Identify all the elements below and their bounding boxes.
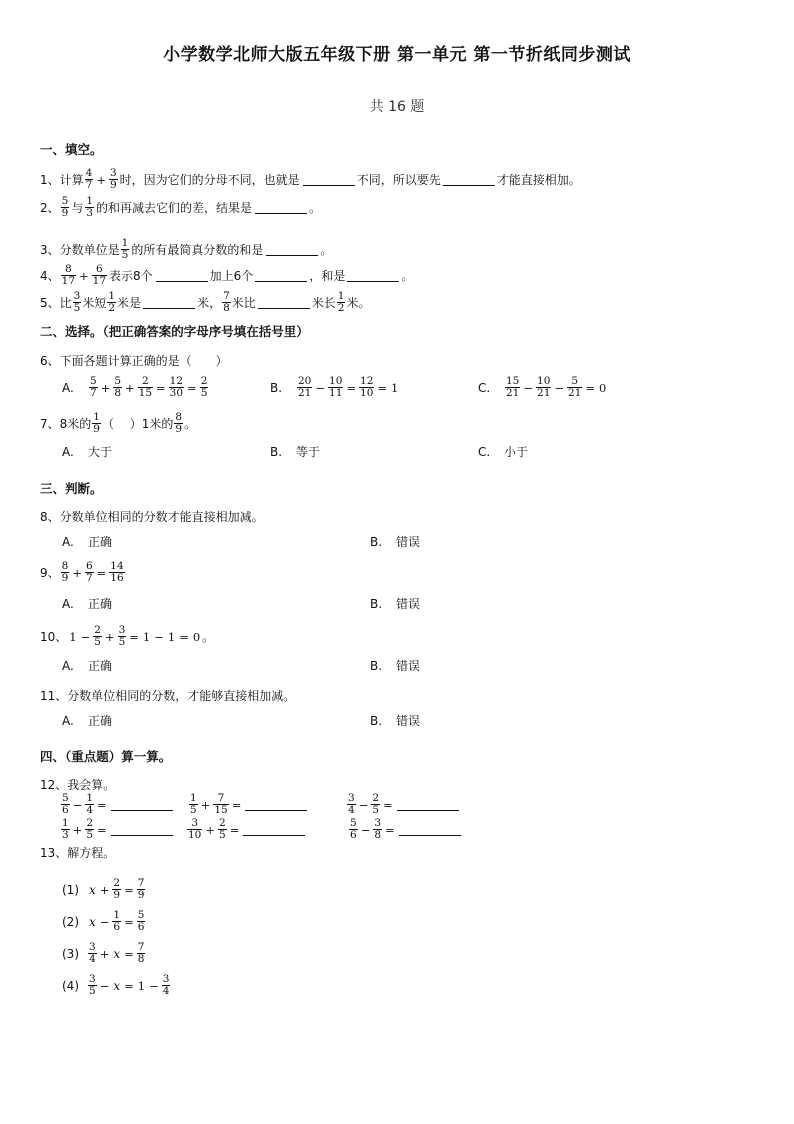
equals-sign: = — [124, 914, 134, 929]
fraction: $\frac{5}{6}$ — [62, 792, 69, 816]
answer-blank[interactable] — [258, 296, 310, 309]
number: 1 — [69, 629, 77, 644]
q11-option-a[interactable] — [62, 712, 112, 729]
fraction: $\frac{12}{30}$ — [169, 375, 184, 399]
fraction: $\frac{4}{7}$ — [85, 167, 93, 191]
q8-option-a[interactable] — [62, 533, 112, 550]
question-1 — [40, 168, 581, 191]
q7-t1: 8米的 — [59, 416, 92, 431]
q6-num: 6、 — [40, 354, 60, 368]
question-8: 8、分数单位相同的分数才能直接相加减。 — [40, 510, 264, 524]
question-12: 12、我会算。 — [40, 778, 116, 792]
plus-sign: + — [72, 565, 82, 580]
minus-sign: − — [149, 978, 159, 993]
q2-dot: 。 — [309, 200, 322, 215]
fraction: $\frac{7}{8}$ — [137, 941, 145, 965]
equals-sign: = — [377, 380, 388, 395]
calc-item — [348, 818, 463, 841]
fraction: $\frac{7}{15}$ — [214, 792, 228, 816]
option-letter: A. — [62, 534, 74, 549]
equation-3 — [62, 942, 146, 965]
fraction: $\frac{1}{3}$ — [86, 195, 94, 219]
equals-sign: = — [585, 380, 596, 395]
fraction: $\frac{2}{5}$ — [86, 817, 94, 841]
q10-option-a[interactable] — [62, 657, 112, 674]
option-letter: A. — [62, 713, 74, 728]
q9-option-b[interactable] — [370, 595, 420, 612]
q4-t2: 加上6个 — [209, 268, 254, 283]
calc-item — [346, 793, 461, 816]
equals-sign: = — [124, 946, 134, 961]
question-5 — [40, 291, 371, 314]
question-count: 共 16 题 — [369, 99, 425, 115]
fraction: $\frac{6}{7}$ — [85, 560, 93, 584]
fraction: $\frac{14}{16}$ — [110, 560, 124, 584]
minus-sign: − — [99, 914, 110, 929]
fraction: $\frac{1}{5}$ — [121, 237, 129, 261]
answer-blank[interactable] — [111, 798, 173, 811]
q5-t3: 米是 — [117, 295, 142, 310]
equation-number: (2) — [62, 914, 79, 929]
equation-number: (3) — [62, 946, 79, 961]
q5-t5: 米比 — [231, 295, 256, 310]
option-letter: C. — [478, 444, 491, 459]
option-letter: B. — [370, 658, 383, 673]
option-text: 正确 — [88, 535, 113, 549]
equals-sign: = — [346, 380, 357, 395]
option-text: 错误 — [396, 535, 421, 549]
fraction: $\frac{3}{9}$ — [109, 167, 117, 191]
answer-blank[interactable] — [303, 173, 355, 186]
option-text: 正确 — [88, 659, 113, 673]
section-fill-blank: 一、填空。 — [40, 142, 103, 157]
fraction: $\frac{5}{21}$ — [568, 375, 582, 399]
fraction: $\frac{2}{15}$ — [138, 375, 153, 399]
q3-end: 的所有最简真分数的和是 — [131, 242, 264, 257]
equation-1 — [62, 878, 146, 901]
fraction: $\frac{1}{4}$ — [86, 792, 94, 816]
option-letter: A. — [62, 596, 74, 611]
fraction: $\frac{7}{9}$ — [137, 877, 145, 901]
section-judge: 三、判断。 — [40, 481, 103, 496]
fraction: $\frac{5}{7}$ — [90, 375, 97, 399]
option-text: 大于 — [88, 445, 113, 459]
equation-2 — [62, 910, 146, 933]
calc-item — [188, 793, 309, 816]
q3-pre: 分数单位是 — [59, 242, 120, 257]
fraction: $\frac{2}{5}$ — [200, 375, 208, 399]
q1-end: 才能直接相加。 — [496, 172, 581, 187]
equals-sign: = — [124, 978, 134, 993]
minus-sign: − — [360, 822, 371, 837]
minus-sign: − — [72, 797, 83, 812]
fraction: $\frac{2}{5}$ — [372, 792, 380, 816]
question-3 — [40, 238, 332, 261]
option-text: 错误 — [396, 597, 421, 611]
question-11: 11、分数单位相同的分数，才能够直接相加减。 — [40, 689, 296, 703]
minus-sign: − — [358, 797, 369, 812]
q4-t3: ，和是 — [309, 268, 346, 283]
calc-item — [60, 818, 175, 841]
number: 1 — [391, 380, 399, 395]
fraction: $\frac{10}{11}$ — [329, 375, 343, 399]
variable: x — [113, 946, 121, 961]
minus-sign: − — [523, 380, 534, 395]
q11-option-b[interactable] — [370, 712, 420, 729]
q1-mid2: 不同，所以要先 — [356, 172, 441, 187]
option-text: 正确 — [88, 597, 113, 611]
equals-sign: = — [124, 882, 134, 897]
fraction: $\frac{2}{9}$ — [113, 877, 121, 901]
fraction: $\frac{6}{17}$ — [92, 263, 107, 287]
q7-option-c[interactable] — [478, 443, 528, 460]
question-7 — [40, 412, 196, 435]
q6-text: 下面各题计算正确的是（ ） — [59, 354, 228, 368]
q7-num: 7、 — [40, 416, 60, 431]
number: 1 — [137, 978, 146, 993]
section-choice: 二、选择。（把正确答案的字母序号填在括号里） — [40, 324, 309, 339]
fraction: $\frac{15}{21}$ — [506, 375, 520, 399]
q7-t2: （ ）1米的 — [101, 416, 174, 431]
fraction: $\frac{3}{10}$ — [188, 817, 202, 841]
number: 0 — [192, 629, 201, 644]
fraction: $\frac{3}{4}$ — [348, 792, 355, 816]
fraction: $\frac{1}{6}$ — [113, 909, 121, 933]
variable: x — [113, 978, 121, 993]
q5-num: 5、 — [40, 295, 60, 310]
fraction: $\frac{8}{9}$ — [61, 560, 69, 584]
answer-blank[interactable] — [399, 823, 461, 836]
q7-option-a[interactable] — [62, 443, 112, 460]
fraction: $\frac{3}{8}$ — [374, 817, 382, 841]
option-text: 正确 — [88, 714, 113, 728]
fraction: $\frac{20}{21}$ — [298, 375, 312, 399]
option-letter: B. — [270, 380, 283, 395]
q10-num: 10、 — [40, 629, 68, 644]
equals-sign: = — [156, 380, 166, 395]
option-letter: A. — [62, 380, 74, 395]
q7-option-b[interactable] — [270, 443, 320, 460]
fraction: $\frac{2}{5}$ — [219, 817, 226, 841]
page-title: 小学数学北师大版五年级下册 第一单元 第一节折纸同步测试 — [163, 45, 631, 65]
q9-option-a[interactable] — [62, 595, 112, 612]
number: 1 — [167, 629, 176, 644]
fraction: $\frac{3}{5}$ — [118, 624, 126, 648]
minus-sign: − — [315, 380, 326, 395]
calc-item — [60, 793, 175, 816]
fraction: $\frac{1}{2}$ — [108, 290, 116, 314]
answer-blank[interactable] — [255, 269, 307, 282]
plus-sign: + — [79, 268, 89, 283]
q4-t1: 表示8个 — [109, 268, 153, 283]
plus-sign: + — [96, 172, 106, 187]
plus-sign: + — [99, 946, 110, 961]
plus-sign: + — [72, 822, 83, 837]
question-10 — [40, 625, 214, 648]
answer-blank[interactable] — [156, 269, 208, 282]
q2-end: 的和再减去它们的差，结果是 — [96, 200, 253, 215]
variable: x — [89, 914, 96, 929]
fraction: $\frac{3}{4}$ — [162, 973, 170, 997]
q2-num: 2、 — [40, 200, 60, 215]
option-letter: B. — [270, 444, 283, 459]
answer-blank[interactable] — [245, 798, 307, 811]
q1-pre: 计算 — [59, 172, 84, 187]
option-text: 错误 — [396, 659, 421, 673]
equals-sign: = — [96, 565, 107, 580]
fraction: $\frac{1}{5}$ — [190, 792, 197, 816]
option-letter: B. — [370, 713, 383, 728]
q2-with: 与 — [71, 200, 84, 215]
q3-num: 3、 — [40, 242, 60, 257]
q4-dot: 。 — [401, 268, 414, 283]
q5-t1: 比 — [59, 295, 72, 310]
answer-blank[interactable] — [347, 269, 399, 282]
q9-num: 9、 — [40, 565, 60, 580]
period: 。 — [202, 629, 215, 644]
equation-number: (1) — [62, 882, 79, 897]
fraction: $\frac{5}{9}$ — [61, 195, 69, 219]
q5-t2: 米短 — [82, 295, 107, 310]
fraction: $\frac{5}{6}$ — [350, 817, 357, 841]
option-letter: A. — [62, 658, 74, 673]
plus-sign: + — [99, 882, 110, 897]
question-9 — [40, 561, 126, 584]
option-letter: B. — [370, 534, 383, 549]
q1-mid: 时，因为它们的分母不同，也就是 — [119, 172, 300, 187]
plus-sign: + — [104, 629, 115, 644]
option-text: 小于 — [504, 445, 529, 459]
q1-num: 1、 — [40, 172, 60, 187]
question-13: 13、解方程。 — [40, 846, 116, 860]
answer-blank[interactable] — [243, 823, 305, 836]
equals-sign: = — [385, 822, 395, 837]
fraction: $\frac{5}{6}$ — [137, 909, 145, 933]
equals-sign: = — [179, 629, 189, 644]
equation-number: (4) — [62, 978, 79, 993]
question-6 — [40, 352, 228, 370]
fraction: $\frac{10}{21}$ — [537, 375, 551, 399]
plus-sign: + — [200, 797, 211, 812]
plus-sign: + — [205, 822, 216, 837]
equals-sign: = — [129, 629, 139, 644]
minus-sign: − — [80, 629, 91, 644]
answer-blank[interactable] — [266, 243, 318, 256]
answer-blank[interactable] — [255, 201, 307, 214]
plus-sign: + — [100, 380, 111, 395]
option-letter: C. — [478, 380, 491, 395]
minus-sign: − — [154, 629, 164, 644]
q6-option-a[interactable] — [62, 376, 209, 399]
q6-option-c[interactable] — [478, 376, 608, 399]
variable: x — [89, 882, 96, 897]
equals-sign: = — [97, 822, 107, 837]
answer-blank[interactable] — [143, 296, 195, 309]
fraction: $\frac{5}{8}$ — [114, 375, 122, 399]
q5-t7: 米。 — [346, 295, 371, 310]
minus-sign: − — [99, 978, 110, 993]
equation-4 — [62, 974, 171, 997]
fraction: $\frac{1}{9}$ — [93, 411, 100, 435]
option-letter: B. — [370, 596, 383, 611]
fraction: $\frac{3}{5}$ — [73, 290, 81, 314]
number: 1 — [142, 629, 151, 644]
answer-blank[interactable] — [397, 798, 459, 811]
fraction: $\frac{3}{5}$ — [89, 973, 96, 997]
q6-option-b[interactable] — [270, 376, 400, 399]
equals-sign: = — [383, 797, 393, 812]
fraction: $\frac{8}{9}$ — [175, 411, 183, 435]
fraction: $\frac{3}{4}$ — [89, 941, 96, 965]
fraction: $\frac{12}{10}$ — [360, 375, 374, 399]
equals-sign: = — [229, 822, 240, 837]
answer-blank[interactable] — [111, 823, 173, 836]
equals-sign: = — [97, 797, 107, 812]
q8-option-b[interactable] — [370, 533, 420, 550]
equals-sign: = — [187, 380, 197, 395]
calc-item — [186, 818, 307, 841]
q5-t6: 米长 — [311, 295, 336, 310]
q3-dot: 。 — [320, 242, 333, 257]
fraction: $\frac{2}{5}$ — [94, 624, 101, 648]
answer-blank[interactable] — [443, 173, 495, 186]
question-2 — [40, 196, 321, 219]
equals-sign: = — [231, 797, 242, 812]
q10-option-b[interactable] — [370, 657, 420, 674]
section-calculate: 四、（重点题）算一算。 — [40, 749, 172, 764]
fraction: $\frac{8}{17}$ — [61, 263, 76, 287]
minus-sign: − — [554, 380, 565, 395]
q7-dot: 。 — [184, 416, 197, 431]
option-text: 等于 — [296, 445, 321, 459]
option-letter: A. — [62, 444, 74, 459]
q5-t4: 米， — [197, 295, 222, 310]
plus-sign: + — [125, 380, 135, 395]
question-4 — [40, 264, 413, 287]
fraction: $\frac{1}{2}$ — [337, 290, 345, 314]
number: 0 — [599, 380, 607, 395]
fraction: $\frac{1}{3}$ — [62, 817, 69, 841]
q4-num: 4、 — [40, 268, 60, 283]
option-text: 错误 — [396, 714, 421, 728]
fraction: $\frac{7}{8}$ — [223, 290, 230, 314]
